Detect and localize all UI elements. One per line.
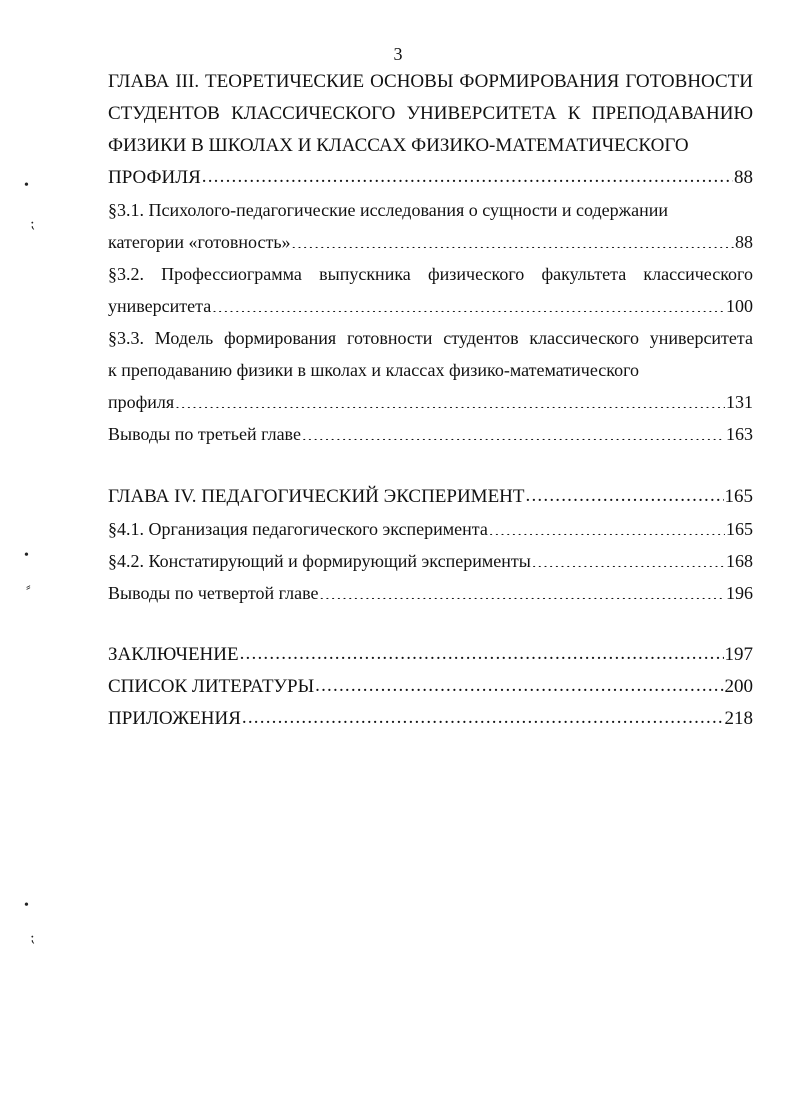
toc-entry-title: профиля [108,392,175,412]
toc-entry-page: 100 [726,296,753,316]
chapter-3-heading-line: СТУДЕНТОВ КЛАССИЧЕСКОГО УНИВЕРСИТЕТА К ПРЕПОДАВАНИЮ [108,103,753,124]
toc-entry-page: 88 [735,232,753,252]
dot-leader [315,673,723,692]
toc-entry-title-line: §3.3. Модель формирования готовности студентов классического университета [108,328,753,348]
table-of-contents [108,66,753,735]
toc-entry-title: СПИСОК ЛИТЕРАТУРЫ [108,676,315,697]
toc-entry-title: Выводы по четвертой главе [108,583,319,603]
dot-leader [242,705,724,724]
chapter-3-heading-line: ФИЗИКИ В ШКОЛАХ И КЛАССАХ ФИЗИКО-МАТЕМАТИЧЕСКОГО [108,135,689,156]
toc-entry-title: категории «готовность» [108,232,291,252]
toc-entry-page: 165 [724,486,753,507]
dot-leader [240,641,724,660]
scan-mark: • [24,548,29,563]
toc-entry-title: §4.1. Организация педагогического эксперимента [108,519,488,539]
toc-entry [108,290,753,322]
toc-entry-page: 197 [724,644,753,665]
toc-entry-title: §4.2. Констатирующий и формирующий эксперименты [108,551,531,571]
chapter-3-heading [108,66,753,194]
chapter-3-heading-line: ГЛАВА III. ТЕОРЕТИЧЕСКИЕ ОСНОВЫ ФОРМИРОВАНИЯ ГОТОВНОСТИ [108,71,753,92]
toc-entry-title-line: к преподаванию физики в школах и классах физико-математического [108,360,640,380]
toc-entry [108,226,753,258]
toc-section-4-2[interactable] [108,545,753,577]
toc-entry-title: ЗАКЛЮЧЕНИЕ [108,644,239,665]
toc-entry-page: 165 [726,519,753,539]
scan-mark: • [24,898,29,913]
toc-entry-page: 131 [726,392,753,412]
toc-entry-conclusions-3[interactable] [108,418,753,450]
spacer [108,450,753,481]
toc-entry-page: 163 [726,424,753,444]
toc-entry-title: Выводы по третьей главе [108,424,301,444]
toc-entry-title-line: §3.1. Психолого-педагогические исследования о сущности и содержании [108,200,668,220]
toc-entry-conclusions-4[interactable] [108,577,753,609]
toc-entry-chapter-4[interactable] [108,481,753,513]
toc-entry [108,386,753,418]
toc-entry-chapter-3[interactable] [108,162,753,194]
scan-mark: • [24,178,29,193]
dot-leader [292,230,734,248]
toc-entry-appendices[interactable] [108,703,753,735]
page-number: 3 [393,44,403,64]
toc-entry-conclusion[interactable] [108,639,753,671]
toc-entry-title: ПРИЛОЖЕНИЯ [108,708,241,729]
toc-entry-title: университета [108,296,212,316]
scan-mark: ⁏ [30,217,35,232]
dot-leader [319,581,725,599]
toc-entry-title: ГЛАВА IV. ПЕДАГОГИЧЕСКИЙ ЭКСПЕРИМЕНТ [108,486,525,507]
toc-entry-title-line: §3.2. Профессиограмма выпускника физического факультета классического [108,264,753,284]
dot-leader [175,390,725,408]
scan-mark: ⸗ [26,580,31,595]
toc-section-3-2[interactable] [108,258,753,322]
toc-entry-page: 196 [726,583,753,603]
toc-entry-page: 168 [726,551,753,571]
toc-entry-page: 200 [724,676,753,697]
dot-leader [489,517,725,535]
dot-leader [532,549,725,567]
dot-leader [212,294,725,312]
dot-leader [302,422,725,440]
dot-leader [202,164,733,183]
dot-leader [526,483,724,502]
toc-section-3-1[interactable] [108,194,753,258]
toc-entry-title: ПРОФИЛЯ [108,167,201,188]
toc-section-4-1[interactable] [108,513,753,545]
toc-entry-page: 218 [724,708,753,729]
spacer [108,609,753,639]
toc-entry-bibliography[interactable] [108,671,753,703]
toc-section-3-3[interactable] [108,322,753,418]
scan-mark: ⁏ [30,931,35,946]
toc-entry-page: 88 [734,167,753,188]
